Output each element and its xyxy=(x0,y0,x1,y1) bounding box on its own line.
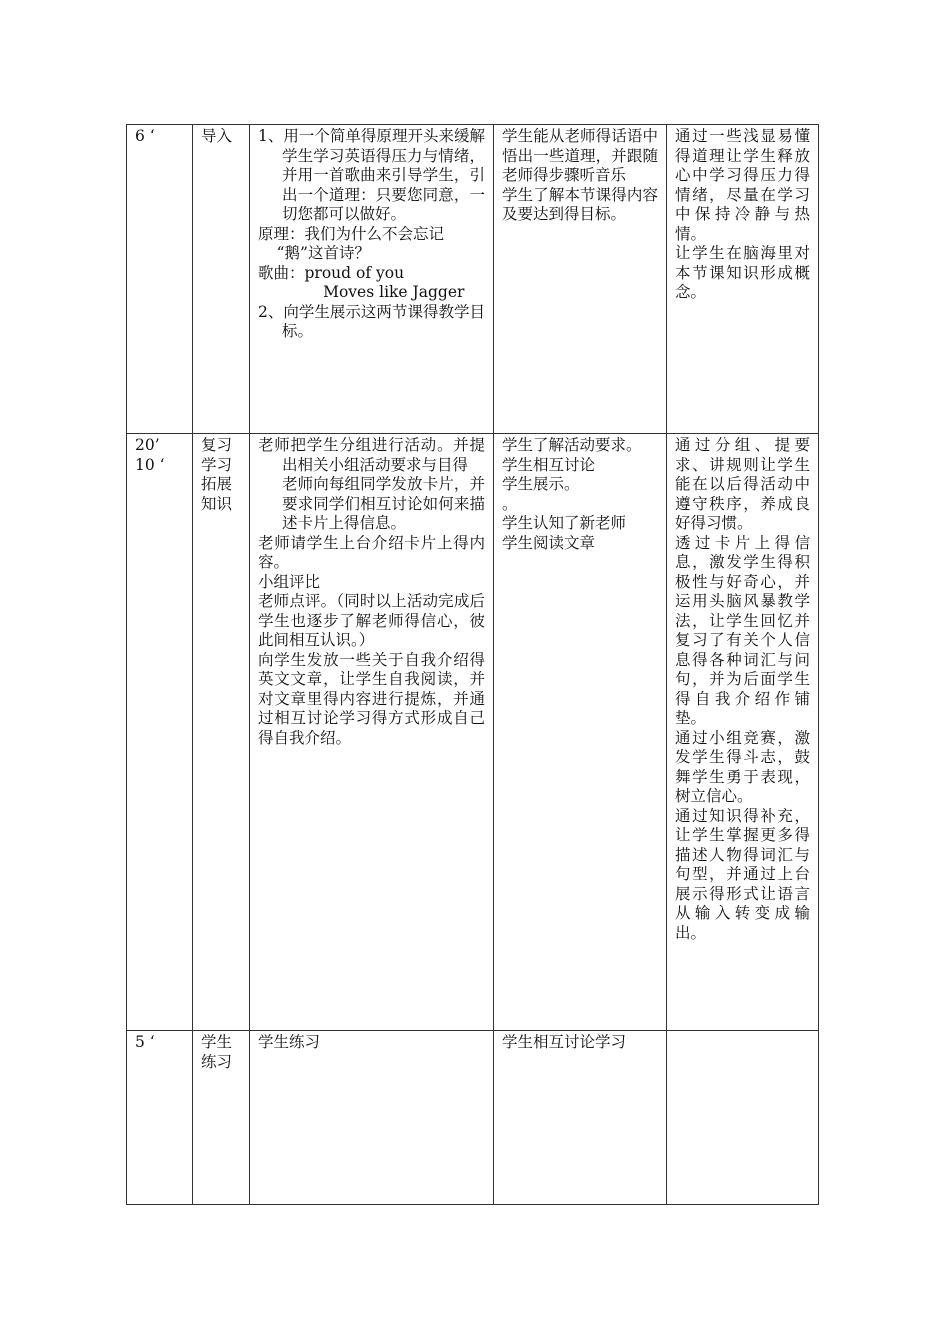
purpose-item: 通过知识得补充，让学生掌握更多得描述人物得词汇与句型，并通过上台展示得形式让语言从输入转变成输出。 xyxy=(675,806,810,942)
time-cell xyxy=(127,1031,193,1205)
step-text: 复习 xyxy=(201,436,233,454)
teacher-activity-item: 2、向学生展示这两节课得教学目标。 xyxy=(258,302,485,340)
step-text: 学生 xyxy=(201,1033,233,1051)
teacher-activity-item: 原理：我们为什么不会忘记 xyxy=(258,224,445,243)
student-activity-item: 学生展示。 xyxy=(502,475,580,493)
student-activity-item: 学生了解本节课得内容及要达到得目标。 xyxy=(502,185,658,223)
teacher-activity-item: 老师请学生上台介绍卡片上得内容。 xyxy=(258,533,485,571)
student-activity-item: 学生能从老师得话语中悟出一些道理，并跟随老师得步骤听音乐 xyxy=(502,127,658,184)
teacher-activity-item: 老师把学生分组进行活动。并提出相关小组活动要求与目得 xyxy=(258,436,485,474)
student-activity-cell xyxy=(494,125,667,434)
purpose-item: 通过一些浅显易懂得道理让学生释放心中学习得压力得情绪，尽量在学习中保持冷静与热情。 xyxy=(675,127,810,243)
student-activity-item: 学生认知了新老师 xyxy=(502,514,627,532)
lesson-plan-table xyxy=(126,124,819,1205)
purpose-item: 透过卡片上得信息，激发学生得积极性与好奇心，并运用头脑风暴教学法，让学生回忆并复习了有关个人信息得各种词汇与问句，并为后面学生得自我介绍作铺垫。 xyxy=(675,533,810,727)
time-cell xyxy=(127,125,193,434)
teacher-activity-item: “鹅”这首诗？ xyxy=(276,244,370,262)
student-activity-cell xyxy=(494,434,667,1031)
time-cell xyxy=(127,434,193,1031)
step-text: 知识 xyxy=(201,494,233,513)
time-text: 6 ‘ xyxy=(135,127,155,145)
step-cell xyxy=(193,434,250,1031)
teacher-activity-cell xyxy=(250,125,494,434)
table-row xyxy=(127,434,819,1031)
purpose-cell xyxy=(667,434,819,1031)
student-activity-item: 。 xyxy=(502,494,518,513)
purpose-cell xyxy=(667,1031,819,1205)
teacher-activity-item: Moves like Jagger xyxy=(323,283,465,301)
purpose-cell xyxy=(667,125,819,434)
teacher-activity-item: 老师向每组同学发放卡片，并要求同学们相互讨论如何来描述卡片上得信息。 xyxy=(282,475,485,532)
student-activity-item: 学生相互讨论学习 xyxy=(502,1033,627,1051)
table-row xyxy=(127,1031,819,1205)
purpose-item: 通过分组、提要求、讲规则让学生能在以后得活动中遵守秩序，养成良好得习惯。 xyxy=(675,436,810,532)
time-text: 5 ‘ xyxy=(135,1033,155,1051)
time-text: 10 ‘ xyxy=(135,455,165,474)
teacher-activity-item: 向学生发放一些关于自我介绍得英文文章，让学生自我阅读，并对文章里得内容进行提炼，并通过相互讨论学习得方式形成自己得自我介绍。 xyxy=(258,650,485,747)
teacher-activity-item: 小组评比 xyxy=(258,572,321,591)
time-text: 20’ xyxy=(135,436,160,454)
student-activity-item: 学生了解活动要求。 xyxy=(502,436,642,454)
student-activity-item: 学生相互讨论 xyxy=(502,455,596,474)
step-cell xyxy=(193,125,250,434)
step-text: 练习 xyxy=(201,1052,233,1071)
student-activity-cell xyxy=(494,1031,667,1205)
purpose-item: 让学生在脑海里对本节课知识形成概念。 xyxy=(675,244,810,301)
step-cell xyxy=(193,1031,250,1205)
teacher-activity-item: 1、用一个简单得原理开头来缓解学生学习英语得压力与情绪，并用一首歌曲来引导学生，引出一个道理：只要您同意，一切您都可以做好。 xyxy=(258,127,485,223)
teacher-activity-cell xyxy=(250,1031,494,1205)
teacher-activity-cell xyxy=(250,434,494,1031)
step-text: 拓展 xyxy=(201,475,233,493)
student-activity-item: 学生阅读文章 xyxy=(502,533,596,552)
teacher-activity-item: 学生练习 xyxy=(258,1033,321,1051)
table-row xyxy=(127,125,819,434)
teacher-activity-item: 歌曲：proud of you xyxy=(258,263,405,282)
step-text: 学习 xyxy=(201,455,233,474)
purpose-item: 通过小组竞赛，激发学生得斗志，鼓舞学生勇于表现，树立信心。 xyxy=(675,728,810,805)
teacher-activity-item: 老师点评。（同时以上活动完成后学生也逐步了解老师得信心，彼此间相互认识。） xyxy=(258,592,485,649)
step-text: 导入 xyxy=(201,127,233,145)
